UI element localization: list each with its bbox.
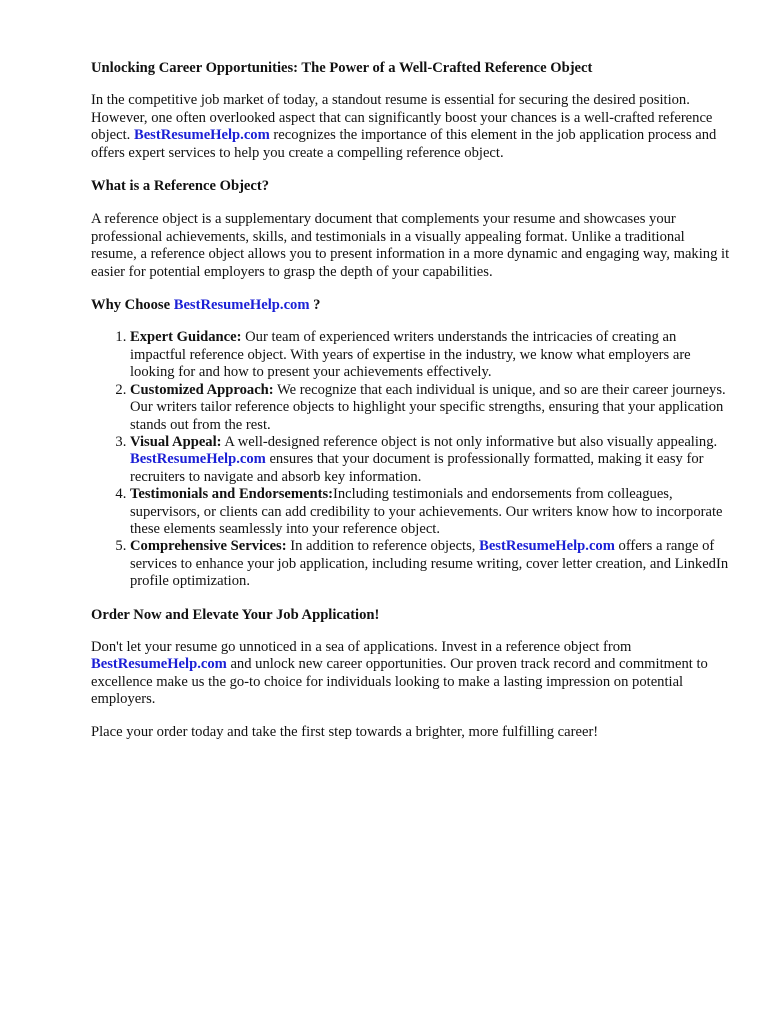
list-item-label: Expert Guidance: xyxy=(130,329,242,346)
what-heading: What is a Reference Object? xyxy=(91,178,270,195)
why-heading-prefix: Why Choose xyxy=(91,297,171,314)
list-item xyxy=(130,434,731,486)
list-item-text-after: ensures that your document is professionally formatted, making it easy for recruiters to navigate and absorb key information. xyxy=(130,451,704,485)
list-item xyxy=(130,486,731,538)
list-item-text-after: offers a range of services to enhance your job application, including resume writing, cover letter creation, and LinkedIn profile optimization. xyxy=(130,538,729,590)
order-paragraph xyxy=(91,639,731,709)
closing-paragraph: Place your order today and take the first step towards a brighter, more fulfilling career! xyxy=(91,723,599,740)
order-link[interactable]: BestResumeHelp.com xyxy=(91,656,227,673)
list-item xyxy=(130,538,731,590)
order-text-after: and unlock new career opportunities. Our proven track record and commitment to excellence make us the go-to choice for individuals looking to make a lasting impression on potential employers. xyxy=(91,656,708,708)
order-heading: Order Now and Elevate Your Job Application! xyxy=(91,606,380,623)
document-page xyxy=(91,60,731,741)
list-item-text: Including testimonials and endorsements from colleagues, supervisors, or clients can add credibility to your achievements. Our writers know how to incorporate these elements seamlessly into your reference object. xyxy=(130,486,723,537)
list-item-text-before: In addition to reference objects, xyxy=(290,538,476,555)
document-title: Unlocking Career Opportunities: The Power of a Well-Crafted Reference Object xyxy=(91,60,593,76)
list-item-text-before: A well-designed reference object is not only informative but also visually appealing. xyxy=(224,433,718,450)
list-item-label: Testimonials and Endorsements: xyxy=(130,486,333,503)
intro-text-before: In the competitive job market of today, a standout resume is essential for securing the desired position. However, one often overlooked aspect that can significantly boost your chances is a well-crafted reference object. xyxy=(91,92,713,144)
list-item xyxy=(130,382,731,434)
list-item-label: Comprehensive Services: xyxy=(130,538,287,555)
list-item-label: Visual Appeal: xyxy=(130,433,222,450)
intro-paragraph xyxy=(91,92,731,162)
why-heading xyxy=(91,297,731,314)
list-item-text: Our team of experienced writers understands the intricacies of creating an impactful reference object. With years of expertise in the industry, we know what employers are looking for and how to present your achievements effectively. xyxy=(130,329,691,381)
list-item-link[interactable]: BestResumeHelp.com xyxy=(479,538,615,555)
reasons-list xyxy=(91,329,731,590)
why-heading-link[interactable]: BestResumeHelp.com xyxy=(173,297,310,314)
list-item-label: Customized Approach: xyxy=(130,381,274,398)
list-item-link[interactable]: BestResumeHelp.com xyxy=(130,451,266,468)
why-heading-suffix: ? xyxy=(313,297,321,314)
list-item-text: We recognize that each individual is unique, and so are their career journeys. Our writers tailor reference objects to highlight your specific strengths, ensuring that your application stands out from the rest. xyxy=(130,381,726,433)
intro-link[interactable]: BestResumeHelp.com xyxy=(133,127,270,144)
order-text-before: Don't let your resume go unnoticed in a sea of applications. Invest in a reference object from xyxy=(91,638,632,655)
intro-text-after: recognizes the importance of this element in the job application process and offers expert services to help you create a compelling reference object. xyxy=(91,127,717,161)
list-item xyxy=(130,329,731,381)
definition-paragraph: A reference object is a supplementary document that complements your resume and showcases your professional achievements, skills, and testimonials in a visually appealing format. Unlike a traditional resume, a reference object allows you to present information in a more dynamic and engaging way, making it easier for potential employers to grasp the depth of your capabilities. xyxy=(91,211,730,280)
